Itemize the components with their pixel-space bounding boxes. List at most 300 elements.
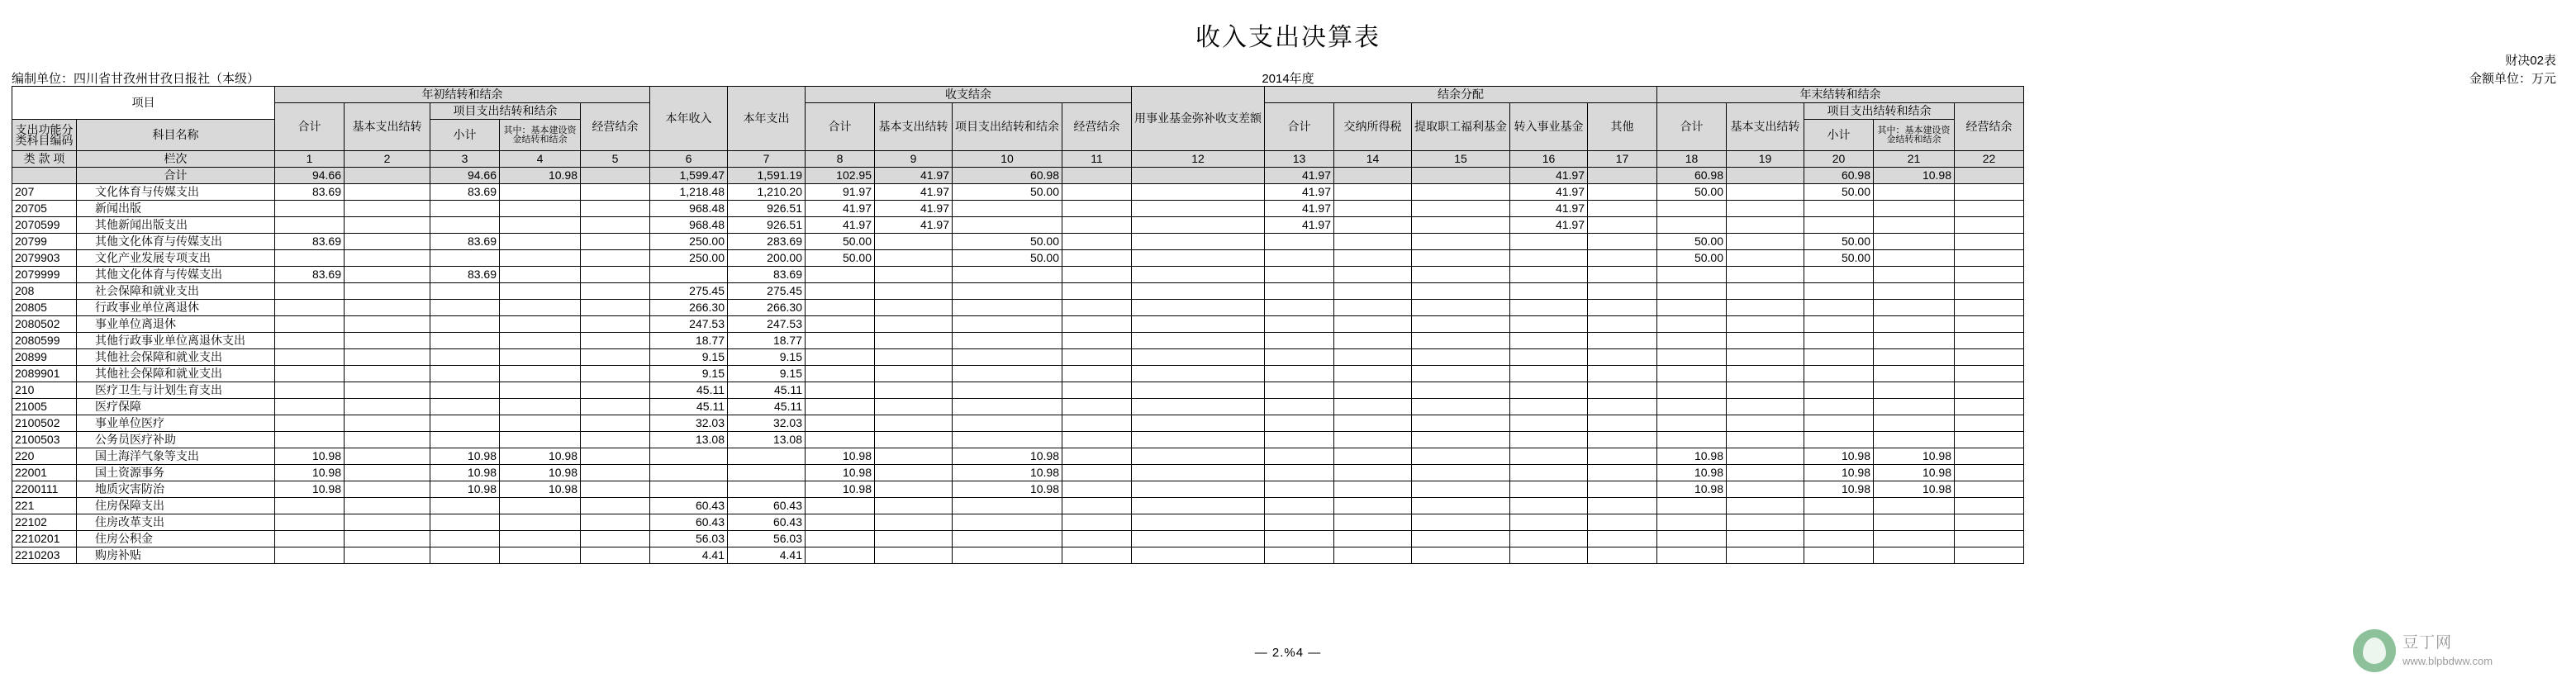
cell-value	[953, 531, 1062, 547]
cell-value	[1132, 465, 1265, 481]
cell-value	[1132, 250, 1265, 267]
cell-value	[806, 498, 875, 514]
cell-value	[430, 217, 500, 234]
cell-value	[806, 432, 875, 448]
cell-value	[1588, 531, 1657, 547]
cell-value: 4.41	[650, 547, 728, 564]
cell-value	[1334, 531, 1412, 547]
cell-value	[1874, 234, 1955, 250]
cell-value	[500, 498, 581, 514]
cell-value	[1588, 184, 1657, 201]
cell-value	[1334, 168, 1412, 184]
watermark-name: 豆丁网	[2403, 634, 2453, 652]
table-row	[12, 399, 2024, 415]
header-year-end-carryover: 年末结转和结余	[1657, 87, 2024, 103]
cell-value	[430, 316, 500, 333]
cell-value: 10.98	[275, 465, 345, 481]
cell-value: 10.98	[430, 448, 500, 465]
cell-value: 50.00	[1657, 184, 1727, 201]
cell-value	[1334, 267, 1412, 283]
cell-value	[1588, 415, 1657, 432]
cell-value	[1804, 399, 1874, 415]
cell-value	[875, 514, 953, 531]
cell-value	[1657, 316, 1727, 333]
cell-value	[430, 432, 500, 448]
compiling-unit: 编制单位：四川省甘孜州甘孜日报社（本级）	[12, 72, 260, 86]
cell-value: 32.03	[728, 415, 806, 432]
cell-value	[1874, 498, 1955, 514]
cell-subject-code: 2080502	[12, 316, 77, 333]
cell-value: 50.00	[953, 234, 1062, 250]
table-row	[12, 498, 2024, 514]
cell-value	[1132, 399, 1265, 415]
table-body	[12, 168, 2024, 564]
cell-value	[1588, 267, 1657, 283]
cell-value: 83.69	[275, 234, 345, 250]
cell-value	[581, 366, 650, 382]
cell-value: 41.97	[1510, 217, 1588, 234]
watermark	[2353, 628, 2543, 674]
cell-value	[1132, 168, 1265, 184]
cell-value: 60.43	[650, 514, 728, 531]
cell-value: 968.48	[650, 201, 728, 217]
cell-value	[1062, 465, 1132, 481]
cell-value	[1727, 448, 1804, 465]
cell-value: 41.97	[1265, 168, 1334, 184]
cell-value	[345, 415, 430, 432]
table-row	[12, 168, 2024, 184]
cell-subject-code: 21005	[12, 399, 77, 415]
cell-value	[1062, 234, 1132, 250]
cell-value: 41.97	[875, 201, 953, 217]
cell-value	[1132, 300, 1265, 316]
cell-value	[1132, 382, 1265, 399]
cell-value: 275.45	[650, 283, 728, 300]
header-basic-expense-balance-3: 基本支出结转	[1727, 103, 1804, 151]
cell-value: 10.98	[806, 465, 875, 481]
cell-value	[1804, 349, 1874, 366]
cell-value	[953, 399, 1062, 415]
cell-value	[275, 531, 345, 547]
cell-subject-code: 210	[12, 382, 77, 399]
header-basic-expense-balance-1: 基本支出结转	[345, 103, 430, 151]
cell-value	[345, 333, 430, 349]
cell-value	[1334, 316, 1412, 333]
cell-value: 18.77	[728, 333, 806, 349]
cell-value	[1412, 432, 1510, 448]
cell-value: 50.00	[1804, 234, 1874, 250]
cell-value	[1588, 547, 1657, 564]
cell-value: 41.97	[875, 217, 953, 234]
amount-unit: 金额单位：万元	[2469, 72, 2556, 86]
cell-value	[1265, 234, 1334, 250]
cell-value	[1874, 300, 1955, 316]
cell-value	[581, 465, 650, 481]
cell-value	[500, 234, 581, 250]
cell-value	[1334, 201, 1412, 217]
cell-value	[1588, 399, 1657, 415]
cell-value	[1334, 448, 1412, 465]
header-other-capital-2: 其中：基本建设资金结转和结余	[1874, 120, 1955, 151]
cell-value: 60.43	[728, 514, 806, 531]
cell-value	[1412, 366, 1510, 382]
form-code: 财决02表	[2505, 54, 2556, 68]
col-num-13: 13	[1265, 151, 1334, 168]
cell-value: 968.48	[650, 217, 728, 234]
cell-value	[500, 267, 581, 283]
cell-value	[1510, 415, 1588, 432]
col-num-11: 11	[1062, 151, 1132, 168]
cell-value	[1062, 250, 1132, 267]
cell-subject-code: 208	[12, 283, 77, 300]
cell-value	[1804, 300, 1874, 316]
cell-value	[953, 498, 1062, 514]
header-balance-distribution: 结余分配	[1265, 87, 1657, 103]
cell-value	[1955, 481, 2024, 498]
cell-value	[1132, 448, 1265, 465]
cell-value	[1874, 432, 1955, 448]
cell-subject-name: 事业单位医疗	[77, 415, 275, 432]
cell-value	[1727, 547, 1804, 564]
cell-value	[1062, 432, 1132, 448]
cell-value	[1804, 531, 1874, 547]
cell-value	[1510, 250, 1588, 267]
cell-value: 9.15	[728, 349, 806, 366]
cell-value	[345, 250, 430, 267]
cell-value	[1874, 184, 1955, 201]
cell-value: 13.08	[728, 432, 806, 448]
cell-value	[1727, 316, 1804, 333]
cell-value: 50.00	[806, 250, 875, 267]
cell-value	[345, 547, 430, 564]
cell-value	[875, 531, 953, 547]
cell-value	[1804, 498, 1874, 514]
cell-value	[1132, 432, 1265, 448]
cell-value	[1955, 184, 2024, 201]
cell-subject-name: 国土资源事务	[77, 465, 275, 481]
header-total-3: 合计	[1265, 103, 1334, 151]
cell-value	[1412, 547, 1510, 564]
cell-value	[806, 316, 875, 333]
cell-value	[1727, 300, 1804, 316]
cell-value: 41.97	[806, 217, 875, 234]
cell-value	[1874, 316, 1955, 333]
cell-value: 13.08	[650, 432, 728, 448]
cell-value	[430, 399, 500, 415]
cell-value	[1874, 333, 1955, 349]
table-row	[12, 465, 2024, 481]
cell-value	[1657, 531, 1727, 547]
cell-value	[1955, 382, 2024, 399]
cell-value	[1132, 481, 1265, 498]
cell-subject-name: 其他社会保障和就业支出	[77, 349, 275, 366]
cell-value	[875, 250, 953, 267]
cell-value	[1657, 498, 1727, 514]
cell-value	[1657, 432, 1727, 448]
cell-value	[581, 201, 650, 217]
cell-value	[581, 498, 650, 514]
cell-value	[1657, 366, 1727, 382]
cell-value: 91.97	[806, 184, 875, 201]
cell-value	[1955, 333, 2024, 349]
cell-value	[1412, 217, 1510, 234]
header-subject-code: 支出功能分类科目编码	[12, 120, 77, 151]
cell-value	[1727, 168, 1804, 184]
cell-value	[1334, 333, 1412, 349]
cell-value	[875, 366, 953, 382]
cell-value	[1132, 415, 1265, 432]
cell-value	[430, 250, 500, 267]
table-row	[12, 481, 2024, 498]
cell-value	[1955, 465, 2024, 481]
cell-value: 10.98	[1874, 448, 1955, 465]
cell-value	[275, 399, 345, 415]
cell-value	[1510, 481, 1588, 498]
cell-value	[1132, 201, 1265, 217]
cell-value	[1412, 184, 1510, 201]
cell-value	[500, 316, 581, 333]
cell-value	[345, 168, 430, 184]
cell-value	[1062, 514, 1132, 531]
cell-value	[345, 217, 430, 234]
cell-value	[1132, 349, 1265, 366]
cell-value	[953, 514, 1062, 531]
cell-value	[1727, 333, 1804, 349]
cell-value	[1727, 382, 1804, 399]
table-row	[12, 366, 2024, 382]
cell-value	[1727, 201, 1804, 217]
table-row	[12, 415, 2024, 432]
cell-subject-name: 社会保障和就业支出	[77, 283, 275, 300]
cell-value	[581, 432, 650, 448]
cell-value	[728, 465, 806, 481]
cell-value: 10.98	[1804, 448, 1874, 465]
cell-value	[953, 432, 1062, 448]
cell-value: 10.98	[1657, 448, 1727, 465]
cell-subject-code: 220	[12, 448, 77, 465]
income-expense-table	[12, 86, 2024, 564]
cell-value	[1510, 547, 1588, 564]
cell-value	[1804, 382, 1874, 399]
cell-value	[1657, 333, 1727, 349]
cell-value	[581, 283, 650, 300]
cell-value	[581, 316, 650, 333]
cell-value	[581, 382, 650, 399]
cell-value	[1955, 415, 2024, 432]
header-transfer-to-fund: 转入事业基金	[1510, 103, 1588, 151]
cell-value: 41.97	[1510, 201, 1588, 217]
cell-subject-name: 住房保障支出	[77, 498, 275, 514]
cell-value	[1265, 316, 1334, 333]
cell-value: 60.98	[1657, 168, 1727, 184]
cell-value	[1132, 184, 1265, 201]
cell-value	[1334, 547, 1412, 564]
cell-value	[345, 316, 430, 333]
cell-value	[1062, 333, 1132, 349]
cell-value: 56.03	[650, 531, 728, 547]
cell-value	[875, 267, 953, 283]
cell-value	[1334, 432, 1412, 448]
cell-value	[1657, 349, 1727, 366]
cell-value: 94.66	[430, 168, 500, 184]
cell-value	[1510, 267, 1588, 283]
cell-subject-code: 20799	[12, 234, 77, 250]
cell-value	[345, 514, 430, 531]
cell-value: 10.98	[275, 448, 345, 465]
cell-value	[806, 333, 875, 349]
cell-value	[1412, 333, 1510, 349]
cell-value	[1412, 300, 1510, 316]
cell-value	[1265, 267, 1334, 283]
cell-value	[1412, 514, 1510, 531]
header-project: 项目	[12, 87, 275, 120]
cell-value	[1588, 234, 1657, 250]
cell-value	[430, 415, 500, 432]
cell-value	[430, 382, 500, 399]
header-other: 其他	[1588, 103, 1657, 151]
cell-subject-name: 文化产业发展专项支出	[77, 250, 275, 267]
table-row	[12, 448, 2024, 465]
cell-value	[953, 349, 1062, 366]
cell-value	[1510, 283, 1588, 300]
cell-subject-name: 其他行政事业单位离退休支出	[77, 333, 275, 349]
cell-value: 247.53	[728, 316, 806, 333]
cell-value	[650, 481, 728, 498]
cell-value: 41.97	[1265, 184, 1334, 201]
cell-value: 41.97	[1510, 184, 1588, 201]
cell-value: 275.45	[728, 283, 806, 300]
cell-value	[1334, 283, 1412, 300]
cell-value	[953, 382, 1062, 399]
table-row	[12, 184, 2024, 201]
cell-value	[875, 234, 953, 250]
cell-value	[430, 514, 500, 531]
cell-value	[650, 448, 728, 465]
cell-value	[1062, 399, 1132, 415]
cell-value: 45.11	[650, 382, 728, 399]
cell-value	[1510, 382, 1588, 399]
cell-subject-name: 公务员医疗补助	[77, 432, 275, 448]
table-row	[12, 333, 2024, 349]
cell-value	[345, 399, 430, 415]
cell-subject-name: 购房补贴	[77, 547, 275, 564]
col-num-15: 15	[1412, 151, 1510, 168]
cell-value	[1510, 399, 1588, 415]
table-row	[12, 283, 2024, 300]
cell-value: 10.98	[806, 481, 875, 498]
cell-value	[345, 382, 430, 399]
cell-value	[1412, 349, 1510, 366]
cell-value: 60.43	[650, 498, 728, 514]
cell-value	[430, 547, 500, 564]
cell-value	[1062, 415, 1132, 432]
cell-value	[581, 184, 650, 201]
cell-value	[953, 333, 1062, 349]
table-row	[12, 217, 2024, 234]
cell-value	[1955, 399, 2024, 415]
cell-value	[345, 448, 430, 465]
header-line-label: 栏次	[77, 151, 275, 168]
cell-value	[1955, 531, 2024, 547]
col-num-19: 19	[1727, 151, 1804, 168]
cell-value	[953, 366, 1062, 382]
cell-value	[1265, 531, 1334, 547]
cell-subject-name: 医疗保障	[77, 399, 275, 415]
cell-value	[1804, 316, 1874, 333]
cell-value	[581, 399, 650, 415]
cell-value	[1804, 547, 1874, 564]
cell-value	[806, 514, 875, 531]
header-operating-balance-1: 经营结余	[581, 103, 650, 151]
col-num-16: 16	[1510, 151, 1588, 168]
cell-value	[1727, 234, 1804, 250]
cell-value	[1132, 333, 1265, 349]
cell-subject-name: 其他新闻出版支出	[77, 217, 275, 234]
cell-value	[275, 201, 345, 217]
fiscal-year: 2014年度	[1262, 72, 1314, 86]
cell-subject-name: 事业单位离退休	[77, 316, 275, 333]
table-row	[12, 300, 2024, 316]
cell-value	[500, 432, 581, 448]
cell-value	[1265, 366, 1334, 382]
cell-value	[1874, 399, 1955, 415]
col-num-9: 9	[875, 151, 953, 168]
cell-value	[1510, 448, 1588, 465]
cell-value	[1955, 316, 2024, 333]
cell-value: 10.98	[430, 465, 500, 481]
col-num-7: 7	[728, 151, 806, 168]
cell-value	[1588, 514, 1657, 531]
cell-subject-code: 2210203	[12, 547, 77, 564]
cell-value	[275, 514, 345, 531]
table-row	[12, 267, 2024, 283]
cell-value	[1062, 267, 1132, 283]
cell-value	[806, 349, 875, 366]
cell-value	[1955, 432, 2024, 448]
header-other-capital-1: 其中：基本建设资金结转和结余	[500, 120, 581, 151]
cell-subject-code: 20805	[12, 300, 77, 316]
cell-value: 1,599.47	[650, 168, 728, 184]
cell-value: 50.00	[953, 184, 1062, 201]
cell-value	[806, 300, 875, 316]
cell-value: 83.69	[275, 184, 345, 201]
cell-value	[1588, 448, 1657, 465]
cell-value	[1062, 316, 1132, 333]
cell-value	[1588, 366, 1657, 382]
cell-value	[650, 465, 728, 481]
cell-value	[728, 448, 806, 465]
cell-value	[806, 366, 875, 382]
cell-value	[1588, 349, 1657, 366]
cell-value	[1062, 481, 1132, 498]
col-num-6: 6	[650, 151, 728, 168]
cell-value	[1955, 547, 2024, 564]
cell-value: 4.41	[728, 547, 806, 564]
cell-subject-code: 2079999	[12, 267, 77, 283]
cell-value	[1062, 366, 1132, 382]
col-num-10: 10	[953, 151, 1062, 168]
cell-value: 50.00	[1804, 184, 1874, 201]
cell-value: 10.98	[953, 465, 1062, 481]
cell-value: 41.97	[1510, 168, 1588, 184]
cell-value: 10.98	[1657, 465, 1727, 481]
cell-value	[875, 316, 953, 333]
cell-value	[1955, 217, 2024, 234]
cell-value	[275, 366, 345, 382]
cell-value	[1510, 349, 1588, 366]
watermark-logo-icon	[2353, 629, 2396, 672]
header-operating-balance-3: 经营结余	[1955, 103, 2024, 151]
